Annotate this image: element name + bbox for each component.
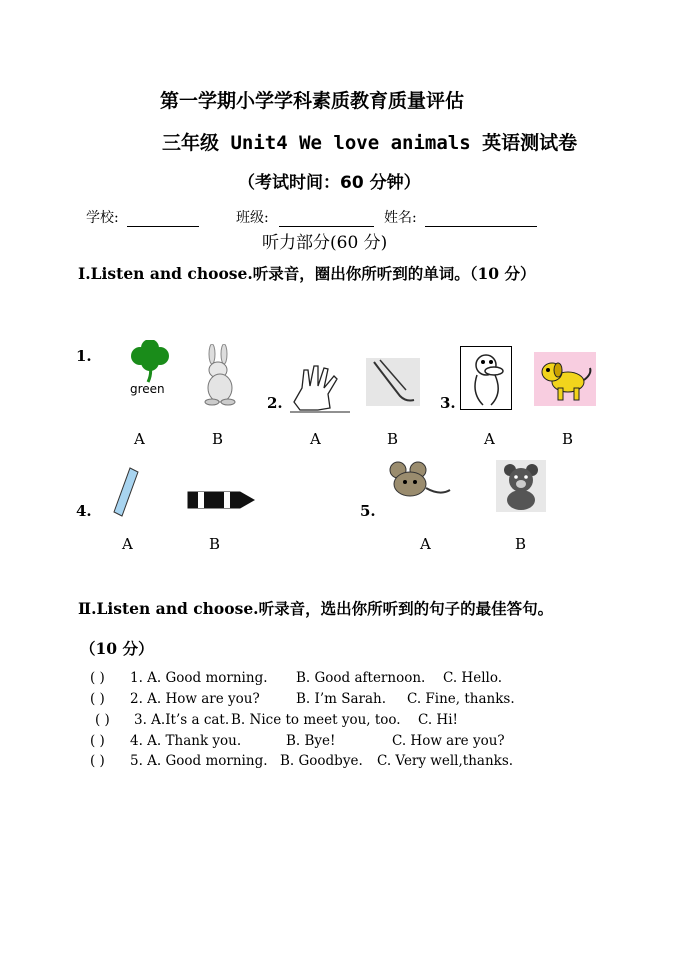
listening-part-title: 听力部分(60 分) xyxy=(262,233,388,253)
clover-icon[interactable] xyxy=(126,340,174,402)
item4-option-a[interactable]: A xyxy=(122,535,133,553)
item2-option-a[interactable]: A xyxy=(310,430,321,448)
option-b: B. Goodbye. xyxy=(280,753,363,769)
arm-icon[interactable] xyxy=(366,358,420,406)
rabbit-icon[interactable] xyxy=(198,344,242,406)
option-c: C. Hello. xyxy=(443,670,503,686)
bear-icon[interactable] xyxy=(496,460,546,512)
clover-word: green xyxy=(130,382,165,396)
item5-number: 5. xyxy=(360,502,376,520)
option-c: C. Very well,thanks. xyxy=(377,753,514,769)
exam-time: （考试时间：60 分钟） xyxy=(238,173,421,193)
question-row xyxy=(90,670,503,686)
option-b: B. Nice to meet you, too. xyxy=(231,712,401,728)
name-field xyxy=(384,207,537,227)
question-row xyxy=(90,753,514,769)
section2-heading: Ⅱ.Listen and choose.听录音，选出你所听到的句子的最佳答句。 xyxy=(78,599,554,618)
question-text: 2. A. How are you? xyxy=(130,691,260,707)
option-b: B. Bye! xyxy=(286,733,336,749)
section1-heading: Ⅰ.Listen and choose.听录音，圈出你所听到的单词。（10 分） xyxy=(78,264,536,283)
class-label: 班级: xyxy=(236,210,269,226)
item2-number: 2. xyxy=(267,394,283,412)
page-title: 第一学期小学学科素质教育质量评估 xyxy=(160,90,465,112)
item1-option-b[interactable]: B xyxy=(212,430,224,448)
answer-paren[interactable]: ( ) xyxy=(90,733,105,749)
item4-option-b[interactable]: B xyxy=(209,535,221,553)
answer-paren[interactable]: ( ) xyxy=(90,670,105,686)
question-row xyxy=(95,712,458,728)
class-field xyxy=(236,207,374,227)
hand-icon[interactable] xyxy=(288,362,352,414)
item4-number: 4. xyxy=(76,502,92,520)
school-blank[interactable] xyxy=(127,212,199,227)
class-blank[interactable] xyxy=(279,212,374,227)
name-label: 姓名: xyxy=(384,210,417,226)
item1-option-a[interactable]: A xyxy=(134,430,145,448)
item3-option-a[interactable]: A xyxy=(484,430,495,448)
item3-option-b[interactable]: B xyxy=(562,430,574,448)
name-blank[interactable] xyxy=(425,212,537,227)
section2-points: （10 分） xyxy=(80,639,154,658)
question-row xyxy=(90,691,515,707)
answer-paren[interactable]: ( ) xyxy=(95,712,110,728)
item3-number: 3. xyxy=(440,394,456,412)
option-c: C. Fine, thanks. xyxy=(407,691,515,707)
school-label: 学校: xyxy=(86,210,119,226)
question-text: 1. A. Good morning. xyxy=(130,670,268,686)
option-b: B. I’m Sarah. xyxy=(296,691,387,707)
question-text: 5. A. Good morning. xyxy=(130,753,268,769)
item2-option-b[interactable]: B xyxy=(387,430,399,448)
option-c: C. How are you? xyxy=(392,733,505,749)
answer-paren[interactable]: ( ) xyxy=(90,753,105,769)
school-field xyxy=(86,207,199,227)
answer-paren[interactable]: ( ) xyxy=(90,691,105,707)
crayon-icon[interactable] xyxy=(184,482,256,518)
ruler-icon[interactable] xyxy=(112,466,140,518)
dog-icon[interactable] xyxy=(534,352,596,406)
mouse-icon[interactable] xyxy=(388,460,452,500)
duck-icon[interactable] xyxy=(460,346,512,410)
item5-option-a[interactable]: A xyxy=(420,535,431,553)
item5-option-b[interactable]: B xyxy=(515,535,527,553)
question-text: 4. A. Thank you. xyxy=(130,733,242,749)
question-row xyxy=(90,733,505,749)
question-text: 3. A.It’s a cat. xyxy=(134,712,230,728)
option-b: B. Good afternoon. xyxy=(296,670,426,686)
page-subtitle: 三年级 Unit4 We love animals 英语测试卷 xyxy=(162,132,578,154)
item1-number: 1. xyxy=(76,347,92,365)
option-c: C. Hi! xyxy=(418,712,458,728)
